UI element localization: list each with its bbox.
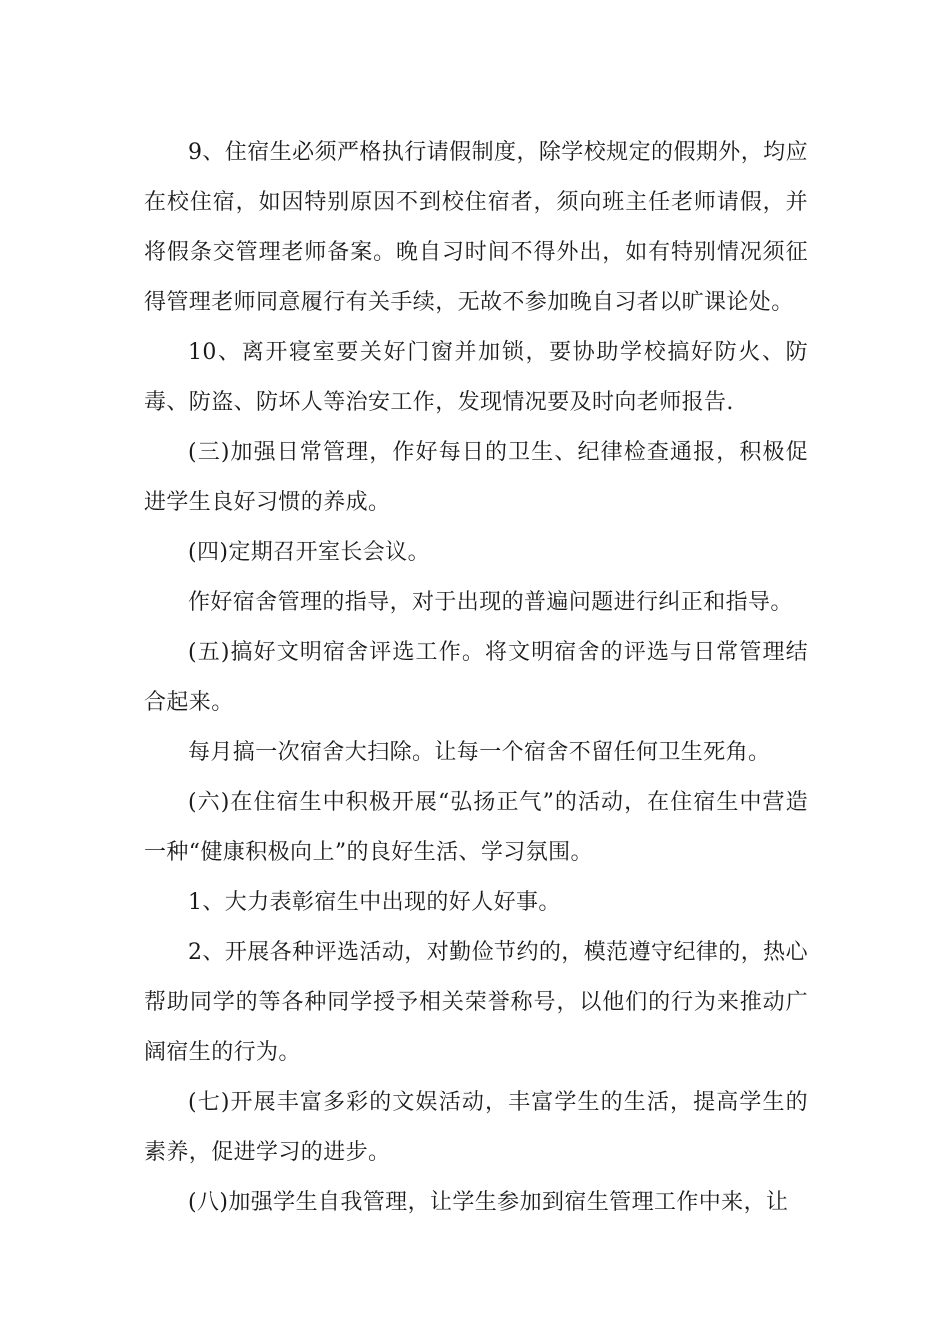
- paragraph-room-leader-meeting: (四)定期召开室长会议。: [188, 540, 430, 565]
- paragraph-cultural-activities: (七)开展丰富多彩的文娱活动，丰富学生的生活，提高学生的素养，促进学习的进步。: [144, 1090, 808, 1165]
- paragraph-daily-management: (三)加强日常管理，作好每日的卫生、纪律检查通报，积极促进学生良好习惯的养成。: [144, 440, 808, 515]
- paragraph-civilized-dorm-evaluation: (五)搞好文明宿舍评选工作。将文明宿舍的评选与日常管理结合起来。: [144, 640, 808, 715]
- paragraph-monthly-cleaning: 每月搞一次宿舍大扫除。让每一个宿舍不留任何卫生死角。: [188, 740, 771, 765]
- paragraph-leave-rules: 9、住宿生必须严格执行请假制度，除学校规定的假期外，均应在校住宿，如因特别原因不到校住宿者，须向班主任老师请假，并将假条交管理老师备案。晚自习时间不得外出，如有特别情况须征得管理老师同意履行有关手续，无故不参加晚自习者以旷课论处。: [144, 140, 808, 315]
- paragraph-promote-righteousness: (六)在住宿生中积极开展“弘扬正气”的活动，在住宿生中营造一种“健康积极向上”的良好生活、学习氛围。: [144, 790, 808, 865]
- paragraph-management-guidance: 作好宿舍管理的指导，对于出现的普遍问题进行纠正和指导。: [188, 590, 793, 615]
- paragraph-evaluation-activities: 2、开展各种评选活动，对勤俭节约的，模范遵守纪律的，热心帮助同学的等各种同学授予相关荣誉称号，以他们的行为来推动广阔宿生的行为。: [144, 940, 808, 1065]
- paragraph-self-management: (八)加强学生自我管理，让学生参加到宿生管理工作中来，让: [188, 1190, 789, 1215]
- document-body: [144, 128, 808, 1228]
- paragraph-dorm-security: 10、离开寝室要关好门窗并加锁，要协助学校搞好防火、防毒、防盗、防坏人等治安工作，发现情况要及时向老师报告.: [144, 340, 808, 415]
- paragraph-commend-good-deeds: 1、大力表彰宿生中出现的好人好事。: [188, 890, 561, 915]
